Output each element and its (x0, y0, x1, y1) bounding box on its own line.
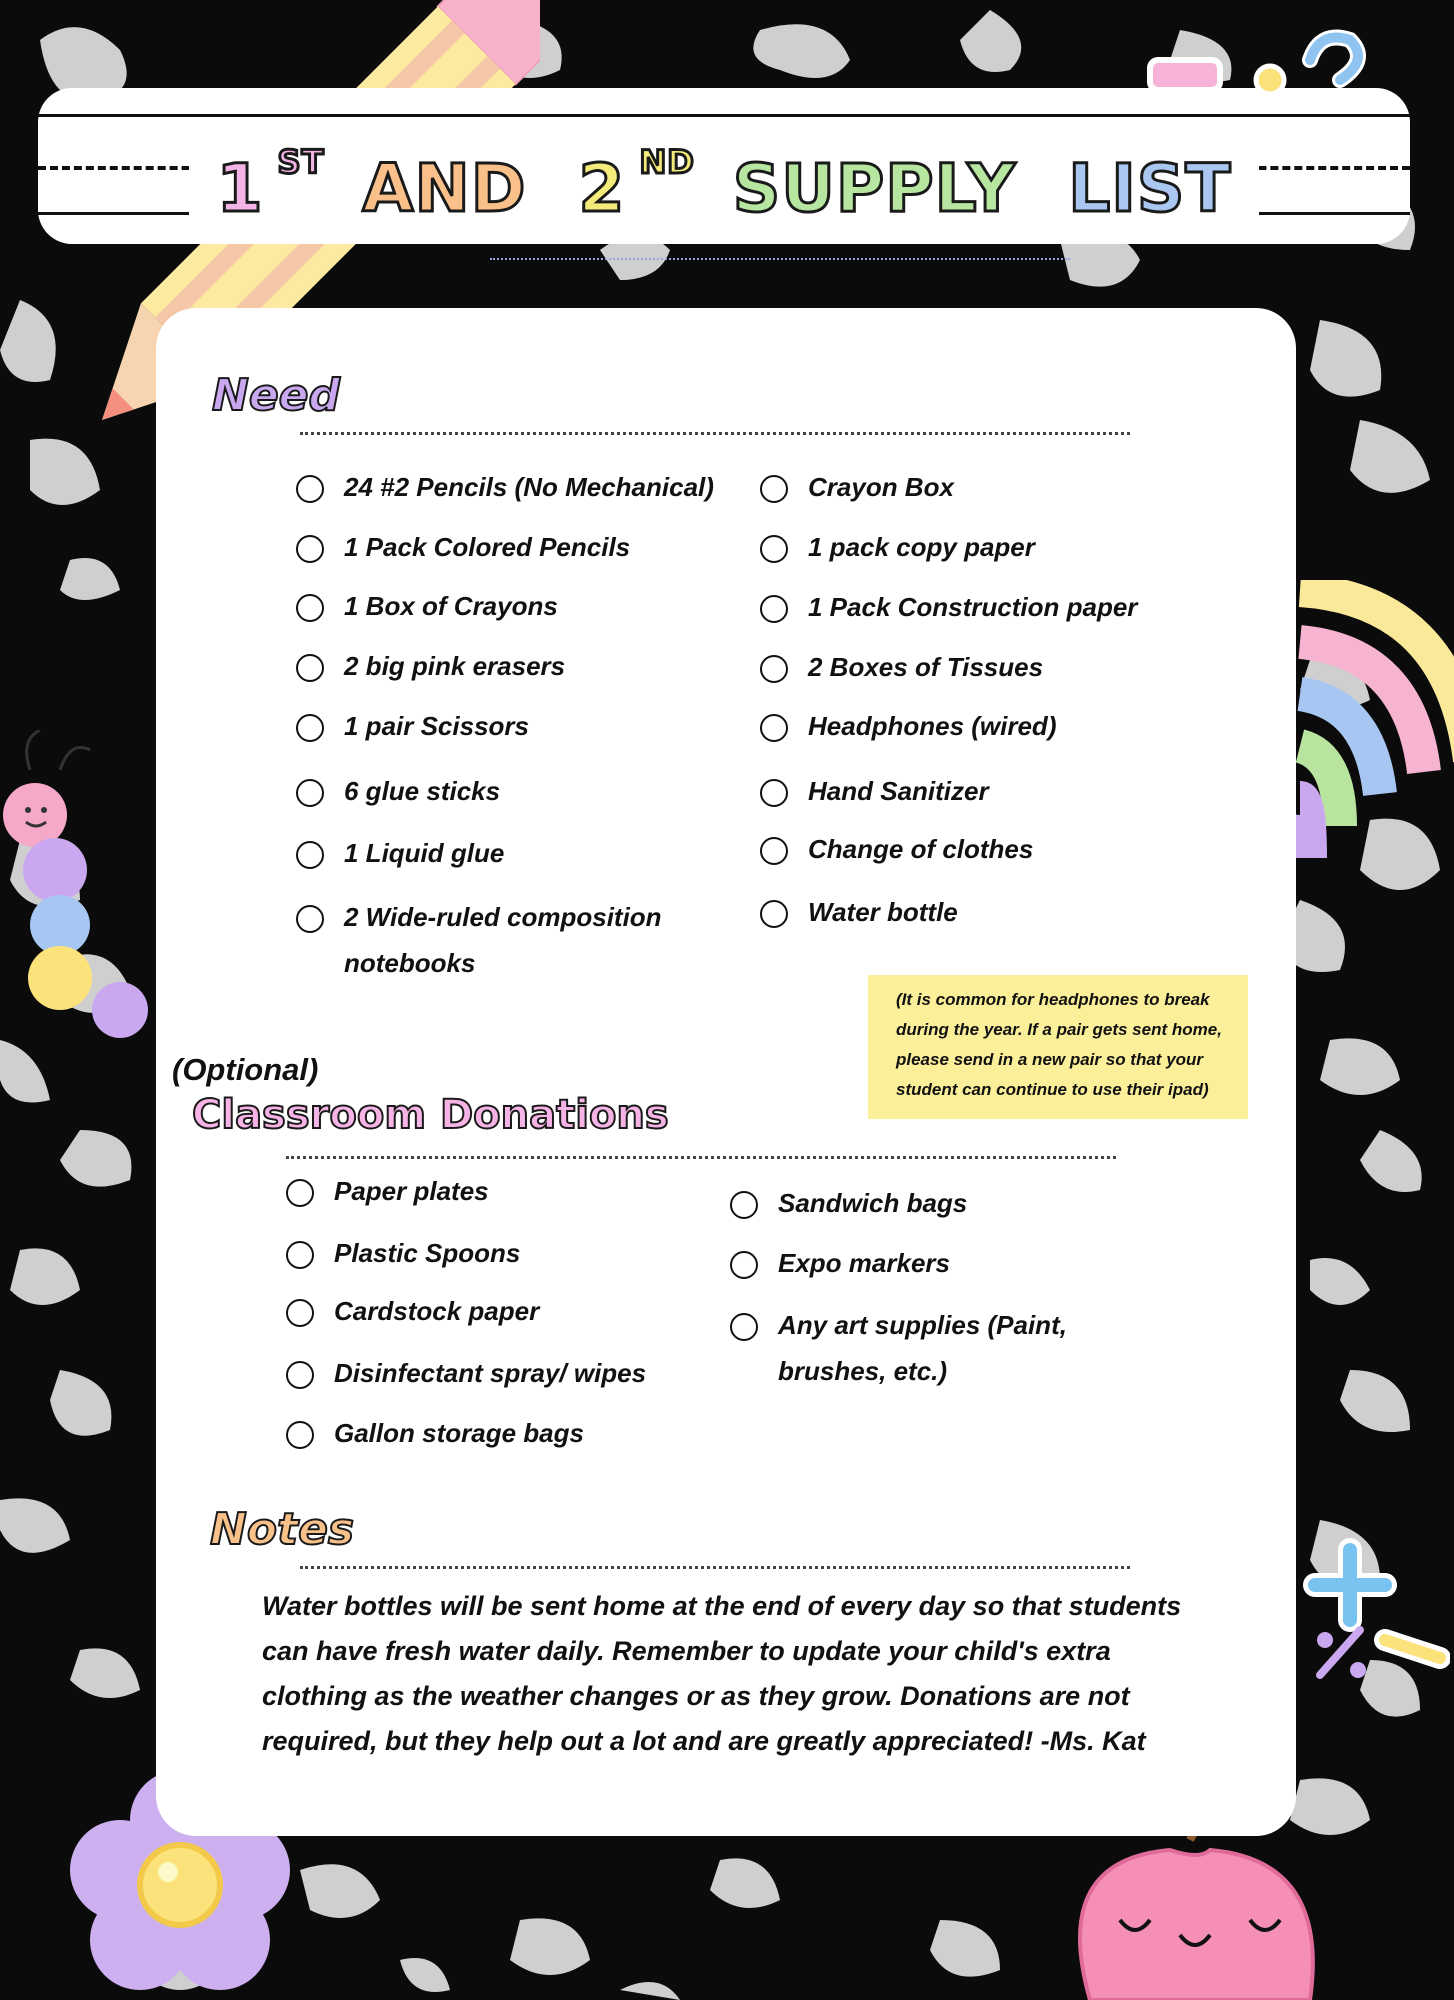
checkbox-circle[interactable] (296, 475, 324, 503)
item-label: 1 Box of Crayons (344, 591, 558, 621)
donations-separator (286, 1156, 1116, 1159)
list-item[interactable] (296, 653, 565, 689)
need-heading: Need (212, 370, 341, 421)
list-item[interactable] (286, 1298, 539, 1334)
donations-heading: Classroom Donations (192, 1092, 669, 1138)
item-label: Hand Sanitizer (808, 776, 989, 806)
list-item[interactable] (286, 1178, 489, 1214)
headphone-note-text: (It is common for headphones to break during the year. If a pair gets sent home, please send in a new pair so that your student can continue to use their ipad) (896, 990, 1222, 1099)
item-label: 2 big pink erasers (344, 651, 566, 681)
checkbox-circle[interactable] (286, 1179, 314, 1207)
notes-heading: Notes (210, 1504, 355, 1555)
item-label: 2 Boxes of Tissues (808, 652, 1044, 682)
item-label: Gallon storage bags (334, 1418, 584, 1448)
checkbox-circle[interactable] (296, 714, 324, 742)
list-item[interactable] (286, 1240, 520, 1276)
title-banner (38, 88, 1410, 244)
item-label: Headphones (wired) (808, 711, 1057, 741)
list-item[interactable] (760, 654, 1043, 690)
checkbox-circle[interactable] (296, 841, 324, 869)
title-and: AND (348, 150, 540, 227)
item-label: Paper plates (334, 1176, 489, 1206)
list-item[interactable] (760, 899, 958, 935)
title-first-sup: ST (277, 143, 325, 181)
checkbox-circle[interactable] (760, 714, 788, 742)
list-item[interactable] (296, 840, 504, 876)
item-label: Any art supplies (Paint, brushes, etc.) (778, 1310, 1067, 1386)
banner-top-rule (38, 114, 1410, 117)
title-list: LIST (1054, 150, 1245, 227)
checkbox-circle[interactable] (760, 595, 788, 623)
list-item[interactable] (286, 1360, 646, 1396)
rainbow-illustration (1290, 580, 1454, 960)
item-label: 24 #2 Pencils (No Mechanical) (344, 472, 714, 502)
item-label: Disinfectant spray/ wipes (334, 1358, 647, 1388)
notes-separator (300, 1566, 1130, 1569)
list-item[interactable] (760, 836, 1033, 872)
checkbox-circle[interactable] (286, 1299, 314, 1327)
item-label: 1 Pack Colored Pencils (344, 532, 631, 562)
item-label: Sandwich bags (778, 1188, 968, 1218)
checkbox-circle[interactable] (296, 654, 324, 682)
need-separator (300, 432, 1130, 435)
title-second-sup: ND (639, 143, 695, 181)
title-supply: SUPPLY (719, 150, 1030, 227)
apple-illustration (1050, 1820, 1350, 2000)
sticker-corner-icon (1140, 20, 1380, 110)
item-label: Water bottle (808, 897, 958, 927)
list-item[interactable] (286, 1420, 584, 1456)
checkbox-circle[interactable] (730, 1313, 758, 1341)
checkbox-circle[interactable] (296, 779, 324, 807)
list-item[interactable] (760, 474, 954, 510)
item-label: 1 pair Scissors (344, 711, 529, 741)
checkbox-circle[interactable] (760, 535, 788, 563)
checkbox-circle[interactable] (296, 594, 324, 622)
checkbox-circle[interactable] (760, 475, 788, 503)
item-label: 6 glue sticks (344, 776, 501, 806)
notes-body: Water bottles will be sent home at the end of every day so that students can have fresh water daily. Remember to update your child's extra clothing as the weather changes or as they grow. Donations are not required, but they help out a lot and are greatly appreciated! -Ms. Kat (262, 1591, 1182, 1756)
item-label: 2 Wide-ruled composition notebooks (344, 902, 662, 978)
list-item[interactable] (296, 474, 714, 510)
caterpillar-illustration (0, 730, 160, 1050)
list-item[interactable] (296, 713, 529, 749)
checkbox-circle[interactable] (286, 1361, 314, 1389)
list-item[interactable] (730, 1312, 1108, 1394)
item-label: Expo markers (778, 1248, 950, 1278)
list-item[interactable] (760, 778, 989, 814)
list-item[interactable] (296, 534, 630, 570)
page-title (38, 122, 1410, 229)
title-second: 2 (565, 150, 640, 227)
list-item[interactable] (730, 1190, 967, 1226)
title-first: 1 (203, 150, 278, 227)
checkbox-circle[interactable] (760, 779, 788, 807)
item-label: Cardstock paper (334, 1296, 540, 1326)
checkbox-circle[interactable] (286, 1421, 314, 1449)
headphone-note-box (868, 975, 1248, 1119)
item-label: 1 pack copy paper (808, 532, 1035, 562)
title-underline (490, 258, 1070, 260)
checkbox-circle[interactable] (760, 655, 788, 683)
list-item[interactable] (296, 904, 684, 986)
item-label: Crayon Box (808, 472, 954, 502)
item-label: Change of clothes (808, 834, 1034, 864)
checkbox-circle[interactable] (760, 900, 788, 928)
list-item[interactable] (760, 594, 1137, 630)
item-label: Plastic Spoons (334, 1238, 521, 1268)
list-item[interactable] (760, 534, 1035, 570)
checkbox-circle[interactable] (296, 535, 324, 563)
math-symbols-sticker (1300, 1530, 1450, 1680)
checkbox-circle[interactable] (730, 1251, 758, 1279)
checkbox-circle[interactable] (286, 1241, 314, 1269)
list-item[interactable] (296, 593, 558, 629)
checkbox-circle[interactable] (760, 837, 788, 865)
item-label: 1 Pack Construction paper (808, 592, 1138, 622)
list-item[interactable] (296, 778, 500, 814)
list-item[interactable] (730, 1250, 950, 1286)
optional-label: (Optional) (172, 1052, 319, 1087)
checkbox-circle[interactable] (730, 1191, 758, 1219)
checkbox-circle[interactable] (296, 905, 324, 933)
list-item[interactable] (760, 713, 1056, 749)
item-label: 1 Liquid glue (344, 838, 505, 868)
